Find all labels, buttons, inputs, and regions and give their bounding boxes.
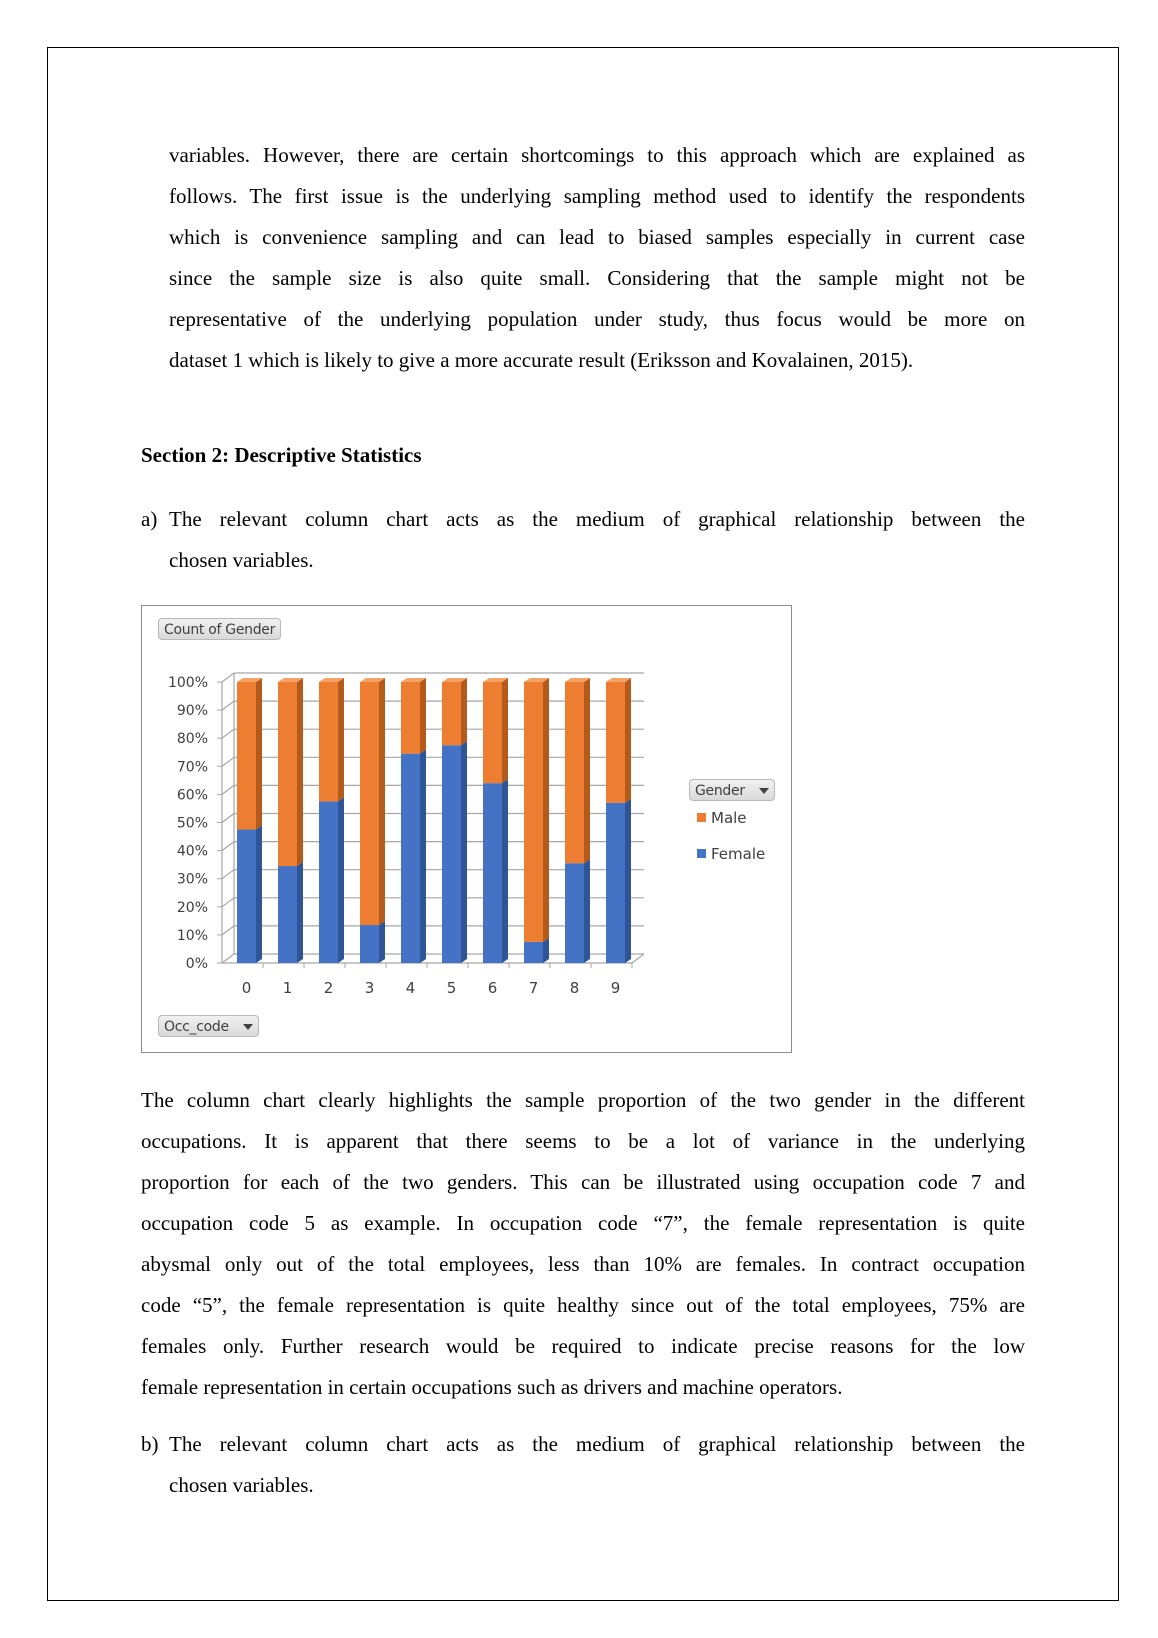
text-line: chosen variables. [169, 1473, 314, 1497]
x-tick-label: 7 [528, 979, 539, 997]
text-line: follows. The first issue is the underlying sampling method used to identify the respondents [169, 184, 1025, 208]
text-line: variables. However, there are certain shortcomings to this approach which are explained as [169, 143, 1025, 167]
bar-male [237, 682, 256, 830]
legend-field-label: Gender [695, 783, 745, 799]
text-line: The column chart clearly highlights the sample proportion of the two gender in the different [141, 1088, 1025, 1112]
y-tick-label: 40% [176, 843, 208, 860]
dropdown-arrow-icon [243, 1024, 253, 1030]
x-tick-label: 9 [610, 979, 621, 997]
bar-female [401, 754, 420, 963]
y-tick-label: 10% [176, 927, 208, 944]
y-tick-label: 70% [176, 759, 208, 776]
bar-female [442, 745, 461, 963]
bar-male [401, 682, 420, 754]
text-line: proportion for each of the two genders. This can be illustrated using occupation code 7 and [141, 1170, 1025, 1194]
bar-male [483, 682, 502, 783]
list-item-body [169, 499, 1025, 581]
text-line: The relevant column chart acts as the medium of graphical relationship between the [169, 507, 1025, 531]
text-line: The relevant column chart acts as the medium of graphical relationship between the [169, 1432, 1025, 1456]
intro-paragraph [169, 135, 1025, 381]
x-tick-label: 1 [282, 979, 293, 997]
list-item-body [169, 1424, 1025, 1506]
bar-male [360, 682, 379, 925]
text-line: which is convenience sampling and can lead to biased samples especially in current case [169, 225, 1025, 249]
legend-field-button[interactable] [689, 779, 775, 801]
legend-label-male: Male [711, 809, 747, 827]
text-line: dataset 1 which is likely to give a more accurate result (Eriksson and Kovalainen, 2015). [169, 348, 914, 372]
y-tick-label: 90% [176, 703, 208, 720]
y-tick-label: 30% [176, 871, 208, 888]
analysis-paragraph [141, 1080, 1025, 1408]
list-marker: a) [141, 507, 158, 531]
chart-plot-area [142, 606, 793, 1054]
list-item-a [141, 499, 1025, 581]
bar-male [319, 682, 338, 801]
bar-female [319, 801, 338, 963]
bar-female [278, 866, 297, 963]
x-tick-label: 0 [241, 979, 252, 997]
bar-male [442, 682, 461, 745]
text-line: occupations. It is apparent that there seems to be a lot of variance in the underlying [141, 1129, 1025, 1153]
bar-female [483, 783, 502, 963]
x-tick-label: 5 [446, 979, 457, 997]
bar-male [278, 682, 297, 866]
axis-field-button[interactable] [158, 1015, 259, 1037]
bar-male [524, 682, 543, 942]
section-heading: Section 2: Descriptive Statistics [141, 443, 422, 467]
x-tick-label: 3 [364, 979, 375, 997]
dropdown-arrow-icon [759, 788, 769, 794]
x-tick-label: 6 [487, 979, 498, 997]
y-tick-label: 50% [176, 815, 208, 832]
bar-female [360, 925, 379, 963]
text-line: females only. Further research would be required to indicate precise reasons for the low [141, 1334, 1025, 1358]
legend-label-female: Female [711, 845, 766, 863]
bar-female [606, 803, 625, 963]
legend-item-female [697, 845, 765, 863]
x-tick-label: 2 [323, 979, 334, 997]
y-tick-label: 0% [185, 956, 208, 972]
text-line: representative of the underlying population under study, thus focus would be more on [169, 307, 1025, 331]
list-item-b [141, 1424, 1025, 1506]
axis-field-label: Occ_code [164, 1019, 229, 1035]
y-tick-label: 80% [176, 731, 208, 748]
y-tick-label: 60% [176, 787, 208, 804]
text-line: abysmal only out of the total employees, less than 10% are females. In contract occupation [141, 1252, 1025, 1276]
legend-swatch-female [697, 849, 706, 858]
y-tick-label: 20% [176, 899, 208, 916]
value-field-label: Count of Gender [164, 622, 276, 638]
bar-female [524, 942, 543, 963]
x-tick-label: 4 [405, 979, 416, 997]
text-line: occupation code 5 as example. In occupation code “7”, the female representation is quite [141, 1211, 1025, 1235]
x-tick-label: 8 [569, 979, 580, 997]
text-line: chosen variables. [169, 548, 314, 572]
y-tick-label: 100% [167, 675, 208, 691]
pivot-chart[interactable] [141, 605, 792, 1053]
bar-male [565, 682, 584, 863]
text-line: since the sample size is also quite small. Considering that the sample might not be [169, 266, 1025, 290]
list-marker: b) [141, 1432, 159, 1456]
bar-male [606, 682, 625, 803]
bar-female [565, 863, 584, 963]
legend-swatch-male [697, 813, 706, 822]
legend-item-male [697, 809, 747, 827]
text-line: code “5”, the female representation is quite healthy since out of the total employees, 75% are [141, 1293, 1025, 1317]
text-line: female representation in certain occupations such as drivers and machine operators. [141, 1375, 843, 1399]
bar-female [237, 830, 256, 963]
